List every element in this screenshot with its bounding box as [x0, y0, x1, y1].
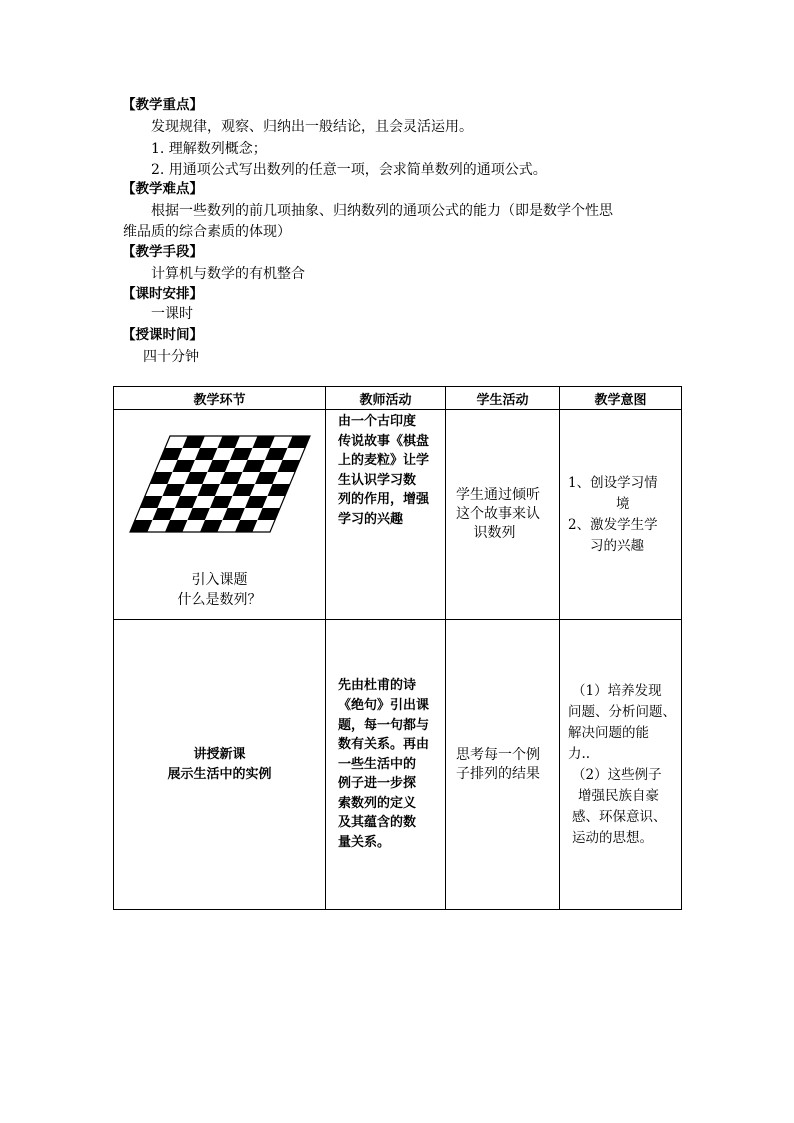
teacher-new-line: 量关系。: [338, 835, 391, 851]
teacher-intro-line: 上的麦粒》让学: [338, 453, 430, 469]
heading-key-points: 【教学重点】: [122, 97, 203, 113]
stage-intro-line-2: 什么是数列？: [177, 592, 262, 608]
table-row: [114, 620, 682, 910]
student-intro-line: 识数列: [473, 525, 516, 541]
intent-new-line: 运动的思想。: [572, 829, 653, 846]
teacher-cell-intro: [326, 410, 446, 620]
header-stage: 教学环节: [114, 387, 326, 410]
stage-intro-line-1: 引入课题: [191, 572, 248, 588]
header-intent: 教学意图: [560, 387, 682, 410]
intent-new-line: 问题、分析问题、: [568, 703, 676, 720]
teacher-new-line: 索数列的定义: [338, 795, 417, 811]
chessboard-image: [128, 432, 312, 538]
schedule-line-1: 一课时: [151, 306, 193, 322]
intent-new-line: 解决问题的能: [568, 724, 649, 741]
lesson-plan-table: [113, 386, 682, 910]
difficulties-line-2: 维品质的综合素质的体现）: [123, 224, 291, 240]
intent-new-line: （1）培养发现: [572, 682, 662, 699]
student-intro-line: 学生通过倾听: [456, 487, 540, 503]
intent-cell-new-lesson: [560, 620, 682, 910]
heading-schedule: 【课时安排】: [122, 286, 203, 302]
heading-teaching-means: 【教学手段】: [122, 244, 203, 260]
stage-cell-new-lesson: [114, 620, 326, 910]
teacher-new-line: 例子进一步探: [338, 776, 417, 792]
teacher-intro-line: 生认识学习数: [338, 472, 417, 488]
intent-intro-line: 境: [616, 495, 630, 512]
header-student: 学生活动: [446, 387, 560, 410]
teacher-new-line: 数有关系。再由: [338, 737, 430, 753]
heading-difficulties: 【教学难点】: [122, 181, 203, 197]
student-cell-new-lesson: [446, 620, 560, 910]
key-points-line-3: 2. 用通项公式写出数列的任意一项，会求简单数列的通项公式。: [151, 162, 547, 178]
intent-new-line: 感、环保意识、: [572, 808, 667, 825]
teacher-new-line: 题，每一句都与: [338, 717, 430, 733]
key-points-line-2: 1. 理解数列概念；: [151, 141, 267, 157]
teacher-intro-line: 列的作用，增强: [338, 492, 430, 508]
duration-line-1: 四十分钟: [143, 349, 199, 365]
student-cell-intro: [446, 410, 560, 620]
teacher-intro-line: 由一个古印度: [338, 414, 417, 429]
header-teacher: 教师活动: [326, 387, 446, 410]
stage-new-lesson-line-2: 展示生活中的实例: [167, 766, 272, 782]
teacher-intro-line: 学习的兴趣: [338, 511, 404, 527]
student-intro-line: 这个故事来认: [456, 506, 540, 522]
intent-new-line: 力..: [568, 745, 591, 762]
teacher-new-line: 《绝句》引出课: [338, 697, 430, 713]
student-new-line: 思考每一个例: [456, 746, 540, 763]
table-row: [114, 410, 682, 620]
key-points-line-1: 发现规律，观察、归纳出一般结论，且会灵活运用。: [151, 119, 473, 135]
intent-intro-line: 1、创设学习情: [568, 474, 658, 491]
teacher-new-line: 一些生活中的: [338, 756, 417, 772]
stage-new-lesson-line-1: 讲授新课: [193, 746, 246, 762]
intent-intro-line: 2、激发学生学: [568, 516, 658, 533]
table-header-row: [114, 387, 682, 410]
intent-cell-intro: [560, 410, 682, 620]
teacher-new-line: 先由杜甫的诗: [338, 678, 417, 694]
intent-new-line: 增强民族自豪: [578, 787, 659, 804]
teacher-intro-line: 传说故事《棋盘: [338, 433, 430, 449]
teacher-new-line: 及其蕴含的数: [338, 815, 417, 831]
intent-intro-line: 习的兴趣: [590, 537, 644, 554]
heading-duration: 【授课时间】: [122, 327, 203, 343]
teacher-cell-new-lesson: [326, 620, 446, 910]
teaching-means-line-1: 计算机与数学的有机整合: [151, 266, 305, 282]
intent-new-line: （2）这些例子: [572, 766, 662, 783]
stage-cell-intro: [114, 410, 326, 620]
difficulties-line-1: 根据一些数列的前几项抽象、归纳数列的通项公式的能力（即是数学个性思: [151, 203, 613, 219]
student-new-line: 子排列的结果: [456, 765, 540, 782]
